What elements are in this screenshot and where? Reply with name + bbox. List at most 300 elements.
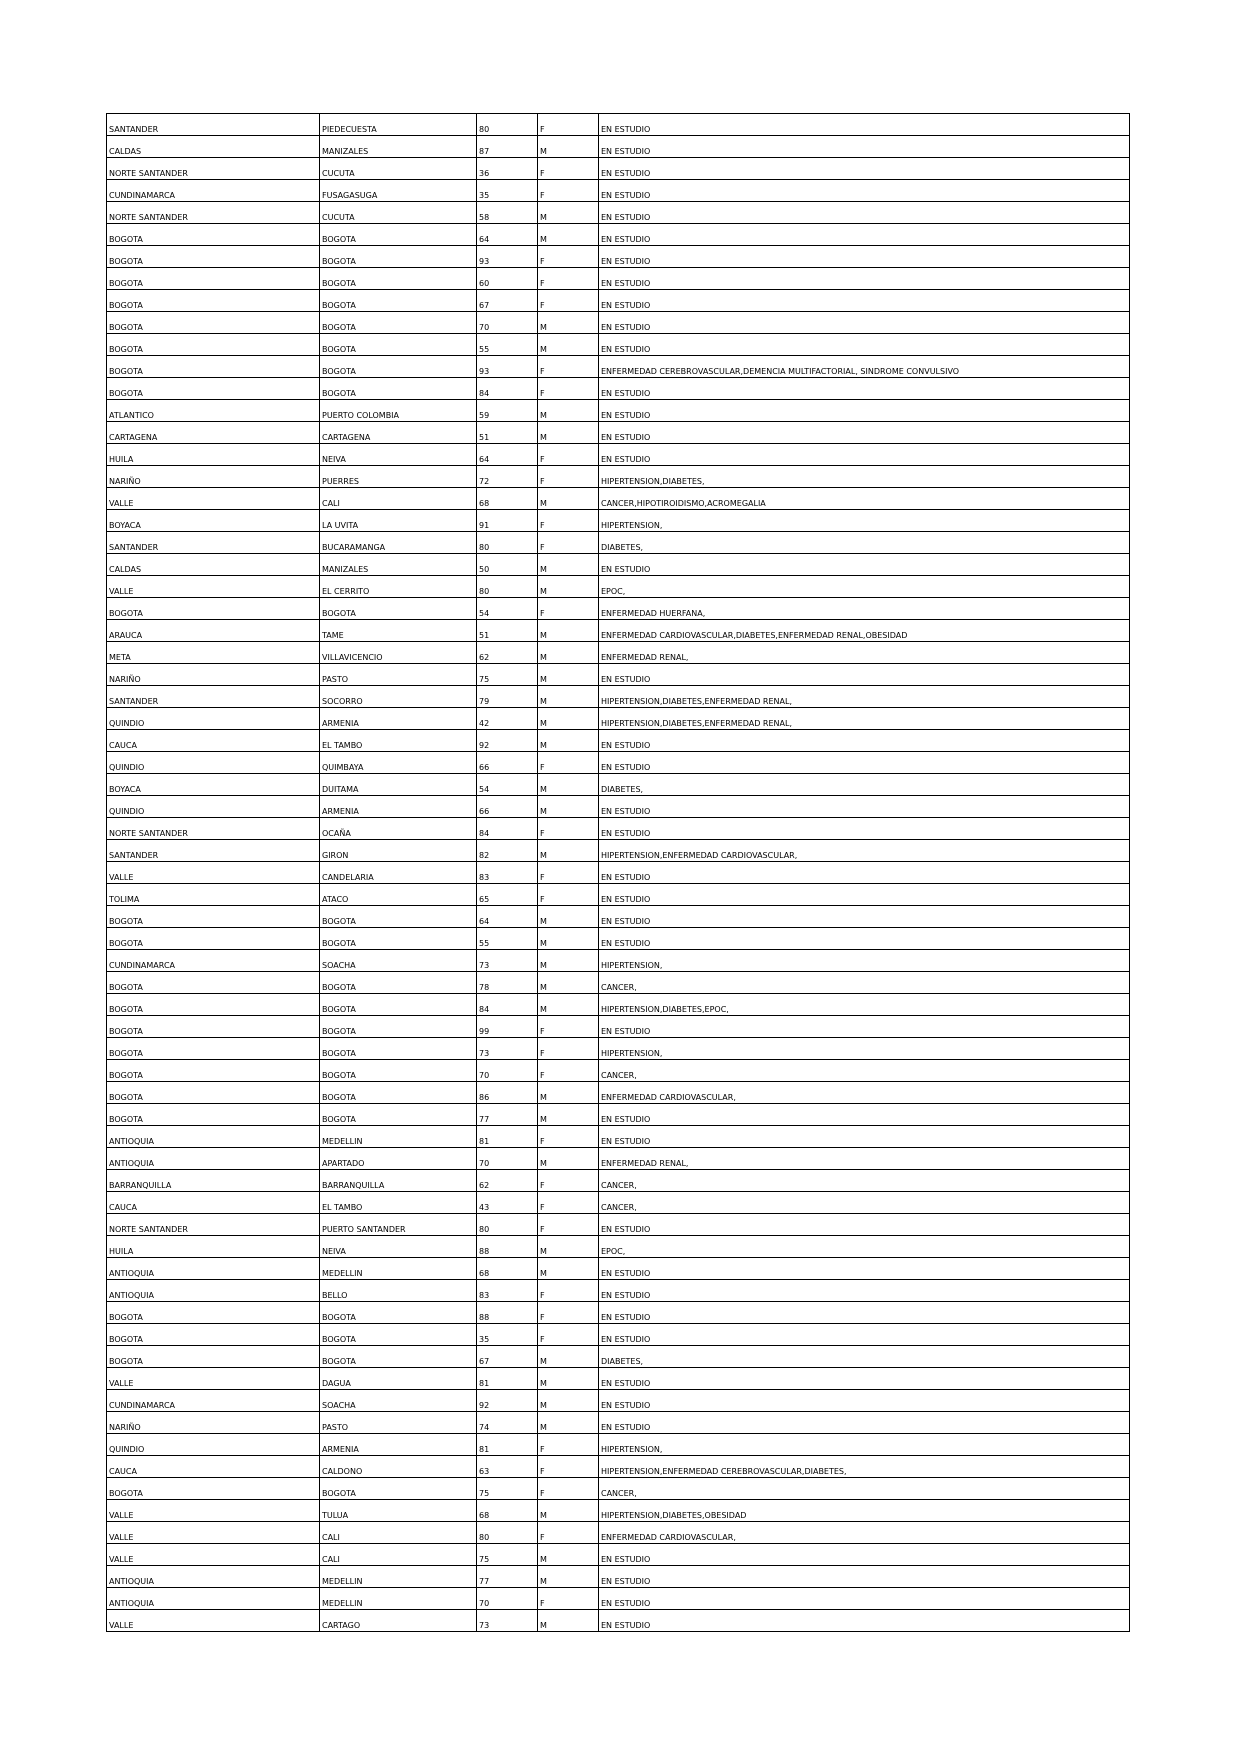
municipality-cell: CANDELARIA xyxy=(320,862,477,884)
sex-cell: F xyxy=(538,158,599,180)
sex-cell: M xyxy=(538,422,599,444)
municipality-cell: GIRON xyxy=(320,840,477,862)
municipality-cell: CUCUTA xyxy=(320,158,477,180)
table-row xyxy=(107,1434,1130,1456)
condition-cell: EN ESTUDIO xyxy=(599,796,1130,818)
municipality-cell: MEDELLIN xyxy=(320,1566,477,1588)
data-table xyxy=(106,113,1130,1632)
municipality-cell: CALI xyxy=(320,1544,477,1566)
condition-cell: CANCER, xyxy=(599,1170,1130,1192)
age-cell: 91 xyxy=(477,510,538,532)
age-cell: 92 xyxy=(477,730,538,752)
age-cell: 36 xyxy=(477,158,538,180)
department-cell: ANTIOQUIA xyxy=(107,1258,320,1280)
table-row xyxy=(107,312,1130,334)
sex-cell: F xyxy=(538,1038,599,1060)
municipality-cell: SOCORRO xyxy=(320,686,477,708)
table-row xyxy=(107,994,1130,1016)
sex-cell: F xyxy=(538,1434,599,1456)
sex-cell: M xyxy=(538,1368,599,1390)
department-cell: CALDAS xyxy=(107,554,320,576)
age-cell: 51 xyxy=(477,620,538,642)
sex-cell: M xyxy=(538,312,599,334)
municipality-cell: ARMENIA xyxy=(320,1434,477,1456)
sex-cell: M xyxy=(538,620,599,642)
age-cell: 50 xyxy=(477,554,538,576)
table-row xyxy=(107,488,1130,510)
table-row xyxy=(107,334,1130,356)
department-cell: CAUCA xyxy=(107,1192,320,1214)
age-cell: 70 xyxy=(477,1148,538,1170)
sex-cell: M xyxy=(538,1148,599,1170)
condition-cell: ENFERMEDAD CARDIOVASCULAR, xyxy=(599,1522,1130,1544)
municipality-cell: SOACHA xyxy=(320,1390,477,1412)
department-cell: QUINDIO xyxy=(107,796,320,818)
table-row xyxy=(107,136,1130,158)
sex-cell: F xyxy=(538,356,599,378)
age-cell: 80 xyxy=(477,1522,538,1544)
sex-cell: M xyxy=(538,1500,599,1522)
age-cell: 88 xyxy=(477,1236,538,1258)
sex-cell: M xyxy=(538,224,599,246)
table-row xyxy=(107,246,1130,268)
department-cell: CARTAGENA xyxy=(107,422,320,444)
department-cell: VALLE xyxy=(107,1500,320,1522)
municipality-cell: BOGOTA xyxy=(320,1104,477,1126)
condition-cell: EN ESTUDIO xyxy=(599,862,1130,884)
table-row xyxy=(107,620,1130,642)
municipality-cell: EL CERRITO xyxy=(320,576,477,598)
municipality-cell: APARTADO xyxy=(320,1148,477,1170)
table-row xyxy=(107,1390,1130,1412)
table-row xyxy=(107,1148,1130,1170)
municipality-cell: BOGOTA xyxy=(320,1324,477,1346)
department-cell: SANTANDER xyxy=(107,686,320,708)
department-cell: CUNDINAMARCA xyxy=(107,950,320,972)
condition-cell: EN ESTUDIO xyxy=(599,1588,1130,1610)
condition-cell: HIPERTENSION,ENFERMEDAD CARDIOVASCULAR, xyxy=(599,840,1130,862)
sex-cell: F xyxy=(538,1302,599,1324)
municipality-cell: BOGOTA xyxy=(320,224,477,246)
table-row xyxy=(107,1346,1130,1368)
department-cell: BOGOTA xyxy=(107,224,320,246)
department-cell: BOGOTA xyxy=(107,246,320,268)
municipality-cell: ARMENIA xyxy=(320,708,477,730)
condition-cell: EN ESTUDIO xyxy=(599,268,1130,290)
condition-cell: EN ESTUDIO xyxy=(599,246,1130,268)
municipality-cell: BOGOTA xyxy=(320,1302,477,1324)
sex-cell: F xyxy=(538,1478,599,1500)
table-row xyxy=(107,1016,1130,1038)
municipality-cell: BOGOTA xyxy=(320,1060,477,1082)
table-row xyxy=(107,1610,1130,1632)
department-cell: BOGOTA xyxy=(107,356,320,378)
department-cell: VALLE xyxy=(107,1544,320,1566)
age-cell: 93 xyxy=(477,246,538,268)
sex-cell: F xyxy=(538,1126,599,1148)
sex-cell: F xyxy=(538,532,599,554)
department-cell: VALLE xyxy=(107,576,320,598)
municipality-cell: TAME xyxy=(320,620,477,642)
condition-cell: EN ESTUDIO xyxy=(599,400,1130,422)
sex-cell: M xyxy=(538,554,599,576)
table-row xyxy=(107,1368,1130,1390)
sex-cell: M xyxy=(538,1566,599,1588)
table-row xyxy=(107,224,1130,246)
table-row xyxy=(107,1544,1130,1566)
municipality-cell: BOGOTA xyxy=(320,598,477,620)
municipality-cell: LA UVITA xyxy=(320,510,477,532)
sex-cell: M xyxy=(538,928,599,950)
department-cell: HUILA xyxy=(107,1236,320,1258)
table-row xyxy=(107,400,1130,422)
age-cell: 80 xyxy=(477,1214,538,1236)
table-row xyxy=(107,1456,1130,1478)
table-row xyxy=(107,1060,1130,1082)
department-cell: BOGOTA xyxy=(107,994,320,1016)
condition-cell: EN ESTUDIO xyxy=(599,1016,1130,1038)
table-row xyxy=(107,576,1130,598)
sex-cell: M xyxy=(538,796,599,818)
age-cell: 73 xyxy=(477,1610,538,1632)
age-cell: 63 xyxy=(477,1456,538,1478)
table-row xyxy=(107,422,1130,444)
age-cell: 75 xyxy=(477,1478,538,1500)
condition-cell: ENFERMEDAD CEREBROVASCULAR,DEMENCIA MULTIFACTORIAL, SINDROME CONVULSIVO xyxy=(599,356,1130,378)
table-row xyxy=(107,1280,1130,1302)
condition-cell: EN ESTUDIO xyxy=(599,312,1130,334)
age-cell: 88 xyxy=(477,1302,538,1324)
table-row xyxy=(107,554,1130,576)
age-cell: 75 xyxy=(477,1544,538,1566)
municipality-cell: PIEDECUESTA xyxy=(320,114,477,136)
condition-cell: ENFERMEDAD RENAL, xyxy=(599,642,1130,664)
age-cell: 43 xyxy=(477,1192,538,1214)
age-cell: 81 xyxy=(477,1434,538,1456)
municipality-cell: MANIZALES xyxy=(320,136,477,158)
condition-cell: EN ESTUDIO xyxy=(599,422,1130,444)
municipality-cell: TULUA xyxy=(320,1500,477,1522)
table-row xyxy=(107,1126,1130,1148)
condition-cell: EPOC, xyxy=(599,576,1130,598)
department-cell: BARRANQUILLA xyxy=(107,1170,320,1192)
table-row xyxy=(107,818,1130,840)
condition-cell: EN ESTUDIO xyxy=(599,1280,1130,1302)
age-cell: 55 xyxy=(477,334,538,356)
age-cell: 80 xyxy=(477,114,538,136)
sex-cell: M xyxy=(538,136,599,158)
condition-cell: EN ESTUDIO xyxy=(599,752,1130,774)
table-row xyxy=(107,642,1130,664)
department-cell: VALLE xyxy=(107,1610,320,1632)
department-cell: SANTANDER xyxy=(107,840,320,862)
municipality-cell: PUERTO COLOMBIA xyxy=(320,400,477,422)
department-cell: BOGOTA xyxy=(107,1478,320,1500)
sex-cell: F xyxy=(538,752,599,774)
age-cell: 73 xyxy=(477,1038,538,1060)
table-row xyxy=(107,268,1130,290)
condition-cell: EN ESTUDIO xyxy=(599,1302,1130,1324)
department-cell: BOGOTA xyxy=(107,598,320,620)
department-cell: BOGOTA xyxy=(107,972,320,994)
sex-cell: M xyxy=(538,1236,599,1258)
table-row xyxy=(107,950,1130,972)
age-cell: 64 xyxy=(477,444,538,466)
municipality-cell: EL TAMBO xyxy=(320,730,477,752)
condition-cell: EN ESTUDIO xyxy=(599,1104,1130,1126)
sex-cell: M xyxy=(538,1346,599,1368)
age-cell: 78 xyxy=(477,972,538,994)
table-row xyxy=(107,1522,1130,1544)
condition-cell: EN ESTUDIO xyxy=(599,1566,1130,1588)
department-cell: BOGOTA xyxy=(107,1060,320,1082)
department-cell: BOGOTA xyxy=(107,290,320,312)
department-cell: CAUCA xyxy=(107,1456,320,1478)
table-row xyxy=(107,730,1130,752)
table-row xyxy=(107,752,1130,774)
table-row xyxy=(107,510,1130,532)
municipality-cell: BOGOTA xyxy=(320,1346,477,1368)
municipality-cell: CUCUTA xyxy=(320,202,477,224)
condition-cell: HIPERTENSION,DIABETES,EPOC, xyxy=(599,994,1130,1016)
table-row xyxy=(107,378,1130,400)
age-cell: 77 xyxy=(477,1566,538,1588)
condition-cell: EN ESTUDIO xyxy=(599,664,1130,686)
municipality-cell: BUCARAMANGA xyxy=(320,532,477,554)
department-cell: ATLANTICO xyxy=(107,400,320,422)
sex-cell: M xyxy=(538,1412,599,1434)
municipality-cell: ARMENIA xyxy=(320,796,477,818)
municipality-cell: BOGOTA xyxy=(320,378,477,400)
department-cell: NARIÑO xyxy=(107,1412,320,1434)
municipality-cell: BARRANQUILLA xyxy=(320,1170,477,1192)
municipality-cell: MANIZALES xyxy=(320,554,477,576)
department-cell: SANTANDER xyxy=(107,114,320,136)
table-row xyxy=(107,1500,1130,1522)
condition-cell: HIPERTENSION, xyxy=(599,510,1130,532)
department-cell: CUNDINAMARCA xyxy=(107,1390,320,1412)
condition-cell: EN ESTUDIO xyxy=(599,158,1130,180)
municipality-cell: CALDONO xyxy=(320,1456,477,1478)
age-cell: 83 xyxy=(477,862,538,884)
age-cell: 80 xyxy=(477,532,538,554)
condition-cell: EN ESTUDIO xyxy=(599,1412,1130,1434)
municipality-cell: QUIMBAYA xyxy=(320,752,477,774)
municipality-cell: VILLAVICENCIO xyxy=(320,642,477,664)
condition-cell: HIPERTENSION, xyxy=(599,1434,1130,1456)
table-row xyxy=(107,1478,1130,1500)
department-cell: VALLE xyxy=(107,862,320,884)
sex-cell: M xyxy=(538,1544,599,1566)
municipality-cell: PASTO xyxy=(320,1412,477,1434)
age-cell: 84 xyxy=(477,994,538,1016)
condition-cell: EN ESTUDIO xyxy=(599,180,1130,202)
table-row xyxy=(107,884,1130,906)
department-cell: NARIÑO xyxy=(107,466,320,488)
department-cell: BOGOTA xyxy=(107,334,320,356)
age-cell: 51 xyxy=(477,422,538,444)
condition-cell: CANCER, xyxy=(599,972,1130,994)
sex-cell: M xyxy=(538,686,599,708)
table-row xyxy=(107,180,1130,202)
department-cell: NARIÑO xyxy=(107,664,320,686)
table-row xyxy=(107,972,1130,994)
table-row xyxy=(107,1104,1130,1126)
table-row xyxy=(107,664,1130,686)
condition-cell: EN ESTUDIO xyxy=(599,906,1130,928)
condition-cell: EN ESTUDIO xyxy=(599,334,1130,356)
department-cell: BOGOTA xyxy=(107,1082,320,1104)
sex-cell: F xyxy=(538,1214,599,1236)
age-cell: 86 xyxy=(477,1082,538,1104)
municipality-cell: BOGOTA xyxy=(320,994,477,1016)
sex-cell: F xyxy=(538,444,599,466)
sex-cell: F xyxy=(538,1016,599,1038)
condition-cell: EN ESTUDIO xyxy=(599,1390,1130,1412)
age-cell: 74 xyxy=(477,1412,538,1434)
department-cell: NORTE SANTANDER xyxy=(107,158,320,180)
department-cell: BOGOTA xyxy=(107,1302,320,1324)
municipality-cell: BOGOTA xyxy=(320,1038,477,1060)
municipality-cell: NEIVA xyxy=(320,1236,477,1258)
sex-cell: F xyxy=(538,466,599,488)
municipality-cell: NEIVA xyxy=(320,444,477,466)
age-cell: 84 xyxy=(477,378,538,400)
table-row xyxy=(107,796,1130,818)
department-cell: CALDAS xyxy=(107,136,320,158)
municipality-cell: BOGOTA xyxy=(320,1016,477,1038)
sex-cell: F xyxy=(538,1170,599,1192)
municipality-cell: BOGOTA xyxy=(320,246,477,268)
sex-cell: M xyxy=(538,972,599,994)
table-row xyxy=(107,466,1130,488)
department-cell: ARAUCA xyxy=(107,620,320,642)
municipality-cell: SOACHA xyxy=(320,950,477,972)
department-cell: BOYACA xyxy=(107,510,320,532)
sex-cell: F xyxy=(538,180,599,202)
table-row xyxy=(107,928,1130,950)
age-cell: 68 xyxy=(477,488,538,510)
condition-cell: ENFERMEDAD HUERFANA, xyxy=(599,598,1130,620)
table-row xyxy=(107,1192,1130,1214)
condition-cell: EN ESTUDIO xyxy=(599,444,1130,466)
condition-cell: EN ESTUDIO xyxy=(599,1610,1130,1632)
sex-cell: F xyxy=(538,268,599,290)
municipality-cell: BOGOTA xyxy=(320,1478,477,1500)
sex-cell: M xyxy=(538,1390,599,1412)
sex-cell: F xyxy=(538,598,599,620)
table-row xyxy=(107,1082,1130,1104)
condition-cell: EN ESTUDIO xyxy=(599,884,1130,906)
sex-cell: M xyxy=(538,730,599,752)
age-cell: 60 xyxy=(477,268,538,290)
age-cell: 68 xyxy=(477,1500,538,1522)
sex-cell: M xyxy=(538,576,599,598)
municipality-cell: BELLO xyxy=(320,1280,477,1302)
sex-cell: F xyxy=(538,884,599,906)
age-cell: 67 xyxy=(477,290,538,312)
age-cell: 87 xyxy=(477,136,538,158)
condition-cell: ENFERMEDAD CARDIOVASCULAR, xyxy=(599,1082,1130,1104)
condition-cell: CANCER, xyxy=(599,1478,1130,1500)
age-cell: 81 xyxy=(477,1126,538,1148)
table-row xyxy=(107,1412,1130,1434)
sex-cell: M xyxy=(538,1082,599,1104)
condition-cell: EN ESTUDIO xyxy=(599,1324,1130,1346)
table-row xyxy=(107,906,1130,928)
department-cell: BOGOTA xyxy=(107,1104,320,1126)
age-cell: 99 xyxy=(477,1016,538,1038)
department-cell: BOGOTA xyxy=(107,928,320,950)
condition-cell: ENFERMEDAD RENAL, xyxy=(599,1148,1130,1170)
municipality-cell: EL TAMBO xyxy=(320,1192,477,1214)
condition-cell: DIABETES, xyxy=(599,1346,1130,1368)
condition-cell: CANCER, xyxy=(599,1060,1130,1082)
sex-cell: F xyxy=(538,1588,599,1610)
condition-cell: EN ESTUDIO xyxy=(599,730,1130,752)
condition-cell: EN ESTUDIO xyxy=(599,202,1130,224)
age-cell: 92 xyxy=(477,1390,538,1412)
age-cell: 81 xyxy=(477,1368,538,1390)
sex-cell: M xyxy=(538,840,599,862)
sex-cell: M xyxy=(538,906,599,928)
municipality-cell: MEDELLIN xyxy=(320,1588,477,1610)
table-row xyxy=(107,1236,1130,1258)
municipality-cell: MEDELLIN xyxy=(320,1126,477,1148)
municipality-cell: CARTAGENA xyxy=(320,422,477,444)
condition-cell: HIPERTENSION,DIABETES, xyxy=(599,466,1130,488)
condition-cell: HIPERTENSION,ENFERMEDAD CEREBROVASCULAR,DIABETES, xyxy=(599,1456,1130,1478)
sex-cell: M xyxy=(538,664,599,686)
age-cell: 84 xyxy=(477,818,538,840)
age-cell: 73 xyxy=(477,950,538,972)
municipality-cell: DUITAMA xyxy=(320,774,477,796)
age-cell: 70 xyxy=(477,1060,538,1082)
department-cell: VALLE xyxy=(107,1522,320,1544)
age-cell: 55 xyxy=(477,928,538,950)
table-row xyxy=(107,840,1130,862)
table-row xyxy=(107,1302,1130,1324)
age-cell: 54 xyxy=(477,774,538,796)
condition-cell: HIPERTENSION,DIABETES,ENFERMEDAD RENAL, xyxy=(599,686,1130,708)
condition-cell: EN ESTUDIO xyxy=(599,1544,1130,1566)
municipality-cell: OCAÑA xyxy=(320,818,477,840)
age-cell: 72 xyxy=(477,466,538,488)
condition-cell: HIPERTENSION,DIABETES,OBESIDAD xyxy=(599,1500,1130,1522)
age-cell: 62 xyxy=(477,1170,538,1192)
department-cell: ANTIOQUIA xyxy=(107,1280,320,1302)
municipality-cell: PUERTO SANTANDER xyxy=(320,1214,477,1236)
table-row xyxy=(107,202,1130,224)
table-row xyxy=(107,862,1130,884)
age-cell: 64 xyxy=(477,906,538,928)
municipality-cell: BOGOTA xyxy=(320,356,477,378)
condition-cell: CANCER,HIPOTIROIDISMO,ACROMEGALIA xyxy=(599,488,1130,510)
department-cell: BOYACA xyxy=(107,774,320,796)
age-cell: 83 xyxy=(477,1280,538,1302)
department-cell: META xyxy=(107,642,320,664)
municipality-cell: BOGOTA xyxy=(320,268,477,290)
condition-cell: EN ESTUDIO xyxy=(599,1126,1130,1148)
sex-cell: F xyxy=(538,246,599,268)
age-cell: 79 xyxy=(477,686,538,708)
condition-cell: ENFERMEDAD CARDIOVASCULAR,DIABETES,ENFERMEDAD RENAL,OBESIDAD xyxy=(599,620,1130,642)
table-row xyxy=(107,532,1130,554)
age-cell: 80 xyxy=(477,576,538,598)
table-row xyxy=(107,356,1130,378)
condition-cell: EN ESTUDIO xyxy=(599,1368,1130,1390)
sex-cell: M xyxy=(538,400,599,422)
